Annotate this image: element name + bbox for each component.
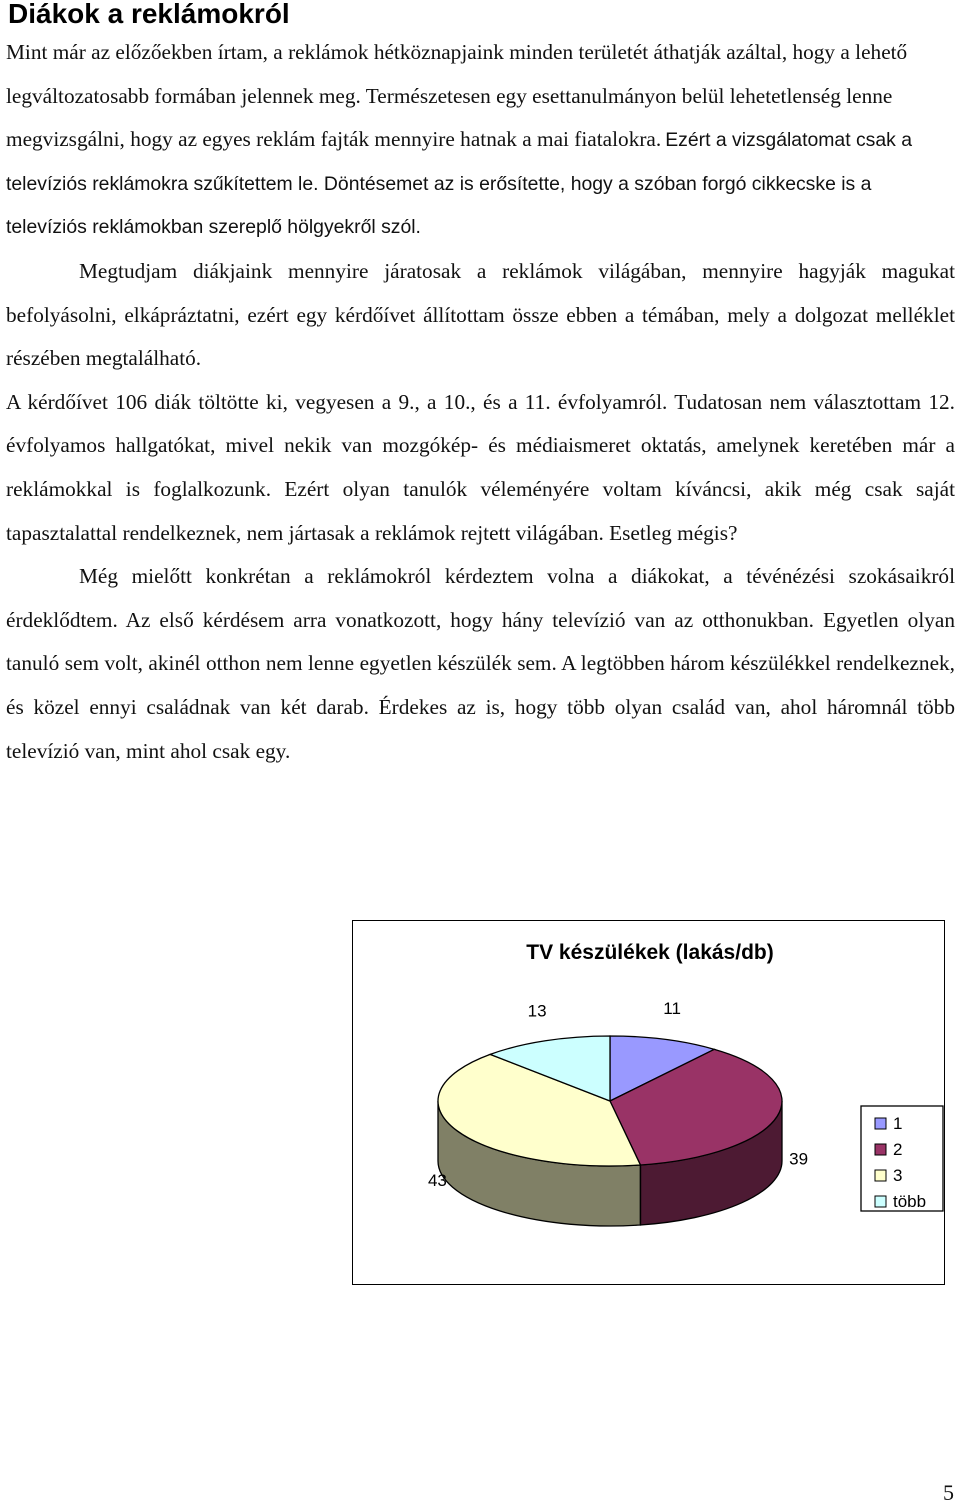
- chart-legend: [861, 1106, 943, 1211]
- data-label-3: 43: [427, 1171, 447, 1191]
- paragraph-4: Még mielőtt konkrétan a reklámokról kérdeztem volna a diákokat, a tévénézési szokásaikról érdeklődtem. Az első kérdésem arra vonatkozott, hogy hány televízió van az otthonukban. Egyetlen olyan tanuló sem volt, akinél otthon nem lenne egyetlen készülék sem. A legtöbben három készülékkel rendelkeznek, és közel ennyi családnak van két darab. Érdekes az is, hogy több olyan család van, ahol háromnál több televízió van, mint ahol csak egy.: [6, 564, 955, 763]
- chart-title: TV készülékek (lakás/db): [526, 941, 774, 964]
- data-label-több: 13: [527, 1001, 547, 1021]
- legend-swatch-2: [875, 1144, 886, 1155]
- paragraph-1-continued: Ezért a vizsgálatomat csak a televíziós reklámokra szűkítettem le. Döntésemet az is erősítette, hogy a szóban forgó cikkecske is a televíziós reklámokban szereplő hölgyekről szól.: [6, 129, 913, 239]
- data-label-2: 39: [789, 1149, 809, 1169]
- pie-tops: [438, 1036, 782, 1166]
- legend-label-több: több: [893, 1192, 927, 1211]
- paragraph-1: Mint már az előzőekben írtam, a reklámok hétköznapjaink minden területét áthatják azáltal, hogy a lehető legváltozatosabb formában jelennek meg. Természetesen egy esettanulmányon belül lehetetlenség lenne megvizsgálni, hogy az egyes reklám fajták mennyire hatnak a mai fiatalokra.: [6, 40, 908, 152]
- legend-label-2: 2: [893, 1140, 903, 1159]
- legend-swatch-1: [875, 1118, 886, 1129]
- legend-swatch-3: [875, 1170, 886, 1181]
- pie-chart: [352, 920, 945, 1285]
- paragraph-2: Megtudjam diákjaink mennyire járatosak a reklámok világában, mennyire hagyják magukat befolyásolni, elkápráztatni, ezért egy kérdőívet állítottam össze ebben a témában, mely a dolgozat melléklet részében megtalálható.: [6, 258, 955, 371]
- page-title: Diákok a reklámokról: [8, 0, 290, 29]
- legend-swatch-több: [875, 1196, 886, 1207]
- legend-label-1: 1: [893, 1114, 903, 1133]
- body-text: [6, 31, 955, 773]
- pie-chart-canvas: [353, 921, 946, 1286]
- page-number: 5: [943, 1480, 954, 1505]
- legend-label-3: 3: [893, 1166, 903, 1185]
- data-label-1: 11: [663, 999, 681, 1019]
- paragraph-3: A kérdőívet 106 diák töltötte ki, vegyesen a 9., a 10., és a 11. évfolyamról. Tudatosan nem választottam 12. évfolyamos hallgatókat, mivel nekik van mozgókép- és médiaismeret oktatás, amelynek keretében már a reklámokkal is foglalkozunk. Ezért olyan tanulók véleményére voltam kíváncsi, akik még csak saját tapasztalattal rendelkeznek, nem jártasak a reklámok rejtett világában. Esetleg mégis?: [6, 389, 955, 545]
